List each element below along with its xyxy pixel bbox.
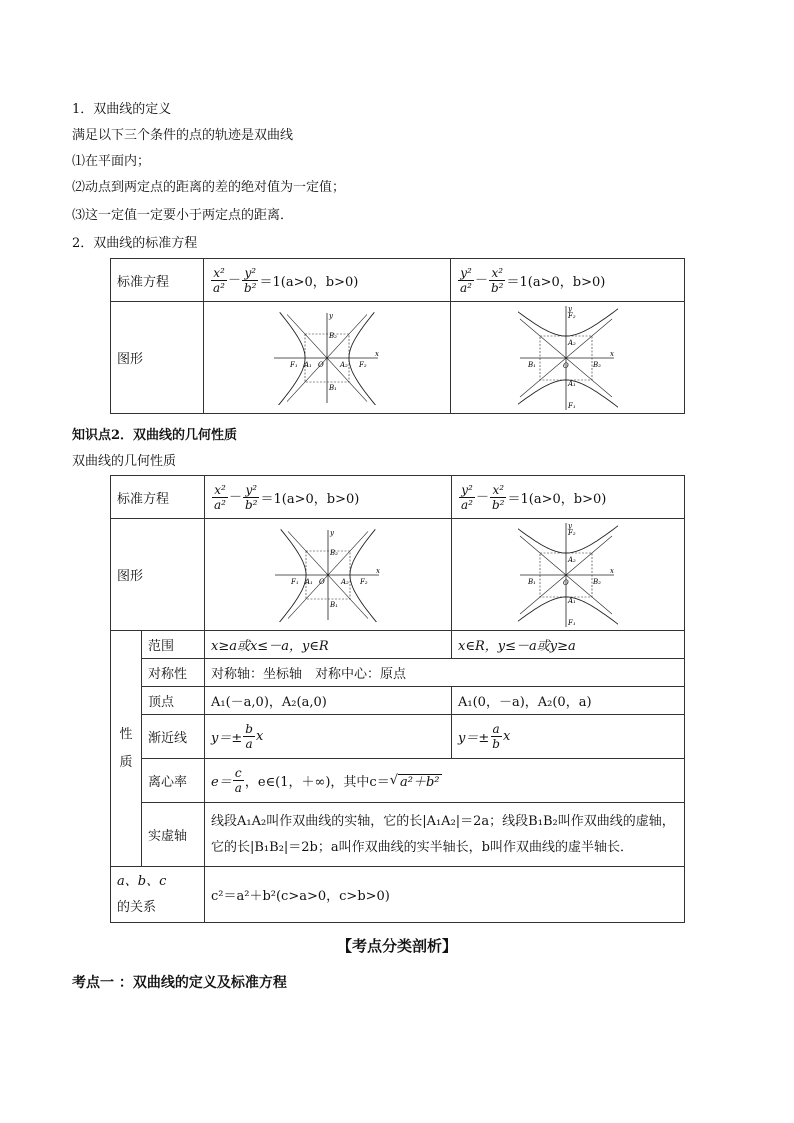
standard-equation-table bbox=[110, 258, 685, 414]
label-a2: A₂ bbox=[340, 360, 348, 369]
label-x: x bbox=[609, 349, 614, 358]
topic-1-heading: 考点一 ：双曲线的定义及标准方程 bbox=[72, 975, 287, 991]
label-a1: A₁ bbox=[568, 596, 576, 605]
hyperbola-right-branch bbox=[350, 529, 378, 622]
label-b1: B₁ bbox=[528, 577, 536, 586]
vertex-y-axis: A₁(0，－a)，A₂(0，a) bbox=[452, 687, 685, 715]
label-b1: B₁ bbox=[527, 360, 536, 369]
abc-relation-label: a、b、c 的关系 bbox=[111, 867, 205, 923]
symmetry-label: 对称性 bbox=[142, 659, 205, 687]
equation-y-axis-2: $\frac{\text{y²}}{\text{a²}}$ － $\frac{\text{x²}}{\text{b²}}$ ＝1(a>0，b>0) bbox=[452, 476, 685, 519]
label-f2: F₂ bbox=[567, 311, 576, 320]
equation-x-axis: $\frac{\text{x²}}{\text{a²}}$ － $\frac{\text{y²}}{\text{b²}}$ ＝1(a>0，b>0) bbox=[204, 259, 451, 302]
figure-y-hyperbola bbox=[451, 302, 685, 414]
label-b2: B₂ bbox=[329, 331, 337, 340]
row-label-equation-2: 标准方程 bbox=[111, 476, 205, 519]
label-f1: F₁ bbox=[567, 401, 576, 410]
vertex-x-axis: A₁(－a,0)，A₂(a,0) bbox=[205, 687, 452, 715]
label-a1: A₁ bbox=[567, 379, 576, 388]
vertex-label: 顶点 bbox=[142, 687, 205, 715]
equation-y-axis: $\frac{\text{y²}}{\text{a²}}$ － $\frac{\text{x²}}{\text{b²}}$ ＝1(a>0，b>0) bbox=[451, 259, 685, 302]
range-label: 范围 bbox=[142, 631, 205, 659]
label-o: O bbox=[562, 361, 569, 370]
label-o: O bbox=[318, 360, 324, 369]
asymptote-y-axis: y＝± $\frac{a}{b}$ x bbox=[452, 715, 685, 759]
label-f2: F₂ bbox=[360, 577, 368, 586]
label-b2: B₂ bbox=[592, 360, 601, 369]
row-label-equation: 标准方程 bbox=[111, 259, 204, 302]
section-title: 【考点分类剖析】 bbox=[336, 937, 457, 955]
figure-y-hyperbola-2 bbox=[452, 519, 685, 631]
row-label-figure: 图形 bbox=[111, 302, 204, 414]
label-a2: A₂ bbox=[341, 577, 349, 586]
hyperbola-left-branch bbox=[279, 529, 307, 622]
label-f1: F₁ bbox=[291, 577, 299, 586]
label-a2: A₂ bbox=[567, 338, 576, 347]
hyperbola-left-branch bbox=[278, 312, 306, 405]
label-a1: A₁ bbox=[304, 360, 312, 369]
label-x: x bbox=[610, 566, 614, 575]
condition-2: ⑵动点到两定点的距离的差的绝对值为一定值； bbox=[72, 180, 346, 195]
label-x: x bbox=[376, 566, 380, 575]
eccentricity-label: 离心率 bbox=[142, 759, 205, 803]
knowledge-point-2-subheading: 双曲线的几何性质 bbox=[72, 454, 177, 469]
label-f2: F₂ bbox=[359, 360, 367, 369]
label-y: y bbox=[567, 304, 572, 313]
label-o: O bbox=[319, 577, 325, 586]
label-b1: B₁ bbox=[329, 383, 337, 392]
label-y: y bbox=[329, 311, 333, 320]
label-x: x bbox=[375, 349, 379, 358]
symmetry-value: 对称轴：坐标轴 对称中心：原点 bbox=[205, 659, 685, 687]
label-a1: A₁ bbox=[305, 577, 313, 586]
row-label-figure-2: 图形 bbox=[111, 519, 205, 631]
axis-label: 实虚轴 bbox=[142, 803, 205, 867]
figure-x-hyperbola bbox=[204, 302, 451, 414]
section-heading-definition: 1．双曲线的定义 bbox=[72, 102, 172, 117]
abc-relation-value: c²＝a²＋b²(c>a>0，c>b>0) bbox=[205, 867, 685, 923]
label-f1: F₁ bbox=[568, 618, 576, 627]
asymptote-x-axis: y＝± $\frac{b}{a}$ x bbox=[205, 715, 452, 759]
condition-3: ⑶这一定值一定要小于两定点的距离． bbox=[72, 208, 294, 223]
range-x-axis: x≥a或x≤－a，y∈R bbox=[205, 631, 452, 659]
figure-x-hyperbola-2 bbox=[205, 519, 452, 631]
eccentricity-value: e＝ $\frac{c}{a}$ ，e∈(1，＋∞)，其中c＝√ a²＋b² bbox=[205, 759, 685, 803]
hyperbola-right-branch bbox=[349, 312, 377, 405]
label-o: O bbox=[563, 578, 569, 587]
equation-x-axis-2: $\frac{\text{x²}}{\text{a²}}$ － $\frac{\text{y²}}{\text{b²}}$ ＝1(a>0，b>0) bbox=[205, 476, 452, 519]
properties-label: 性 质 bbox=[111, 631, 142, 867]
label-b2: B₂ bbox=[330, 548, 338, 557]
asymptote-label: 渐近线 bbox=[142, 715, 205, 759]
label-f2: F₂ bbox=[568, 528, 576, 537]
axis-value: 线段A₁A₂叫作双曲线的实轴，它的长|A₁A₂|＝2a；线段B₁B₂叫作双曲线的虚轴， 它的长|B₁B₂|＝2b；a叫作双曲线的实半轴长，b叫作双曲线的虚半轴长． bbox=[205, 803, 685, 867]
label-a2: A₂ bbox=[568, 555, 576, 564]
label-y: y bbox=[568, 521, 572, 530]
geometric-properties-table bbox=[110, 475, 685, 923]
range-y-axis: x∈R，y≤－a或y≥a bbox=[452, 631, 685, 659]
label-b2: B₂ bbox=[593, 577, 601, 586]
definition-intro: 满足以下三个条件的点的轨迹是双曲线 bbox=[72, 128, 294, 143]
condition-1: ⑴在平面内； bbox=[72, 154, 151, 169]
knowledge-point-2-heading: 知识点2．双曲线的几何性质 bbox=[72, 428, 238, 443]
label-b1: B₁ bbox=[330, 600, 338, 609]
section-heading-standard-eq: 2．双曲线的标准方程 bbox=[72, 236, 198, 251]
label-f1: F₁ bbox=[290, 360, 298, 369]
label-y: y bbox=[330, 528, 334, 537]
